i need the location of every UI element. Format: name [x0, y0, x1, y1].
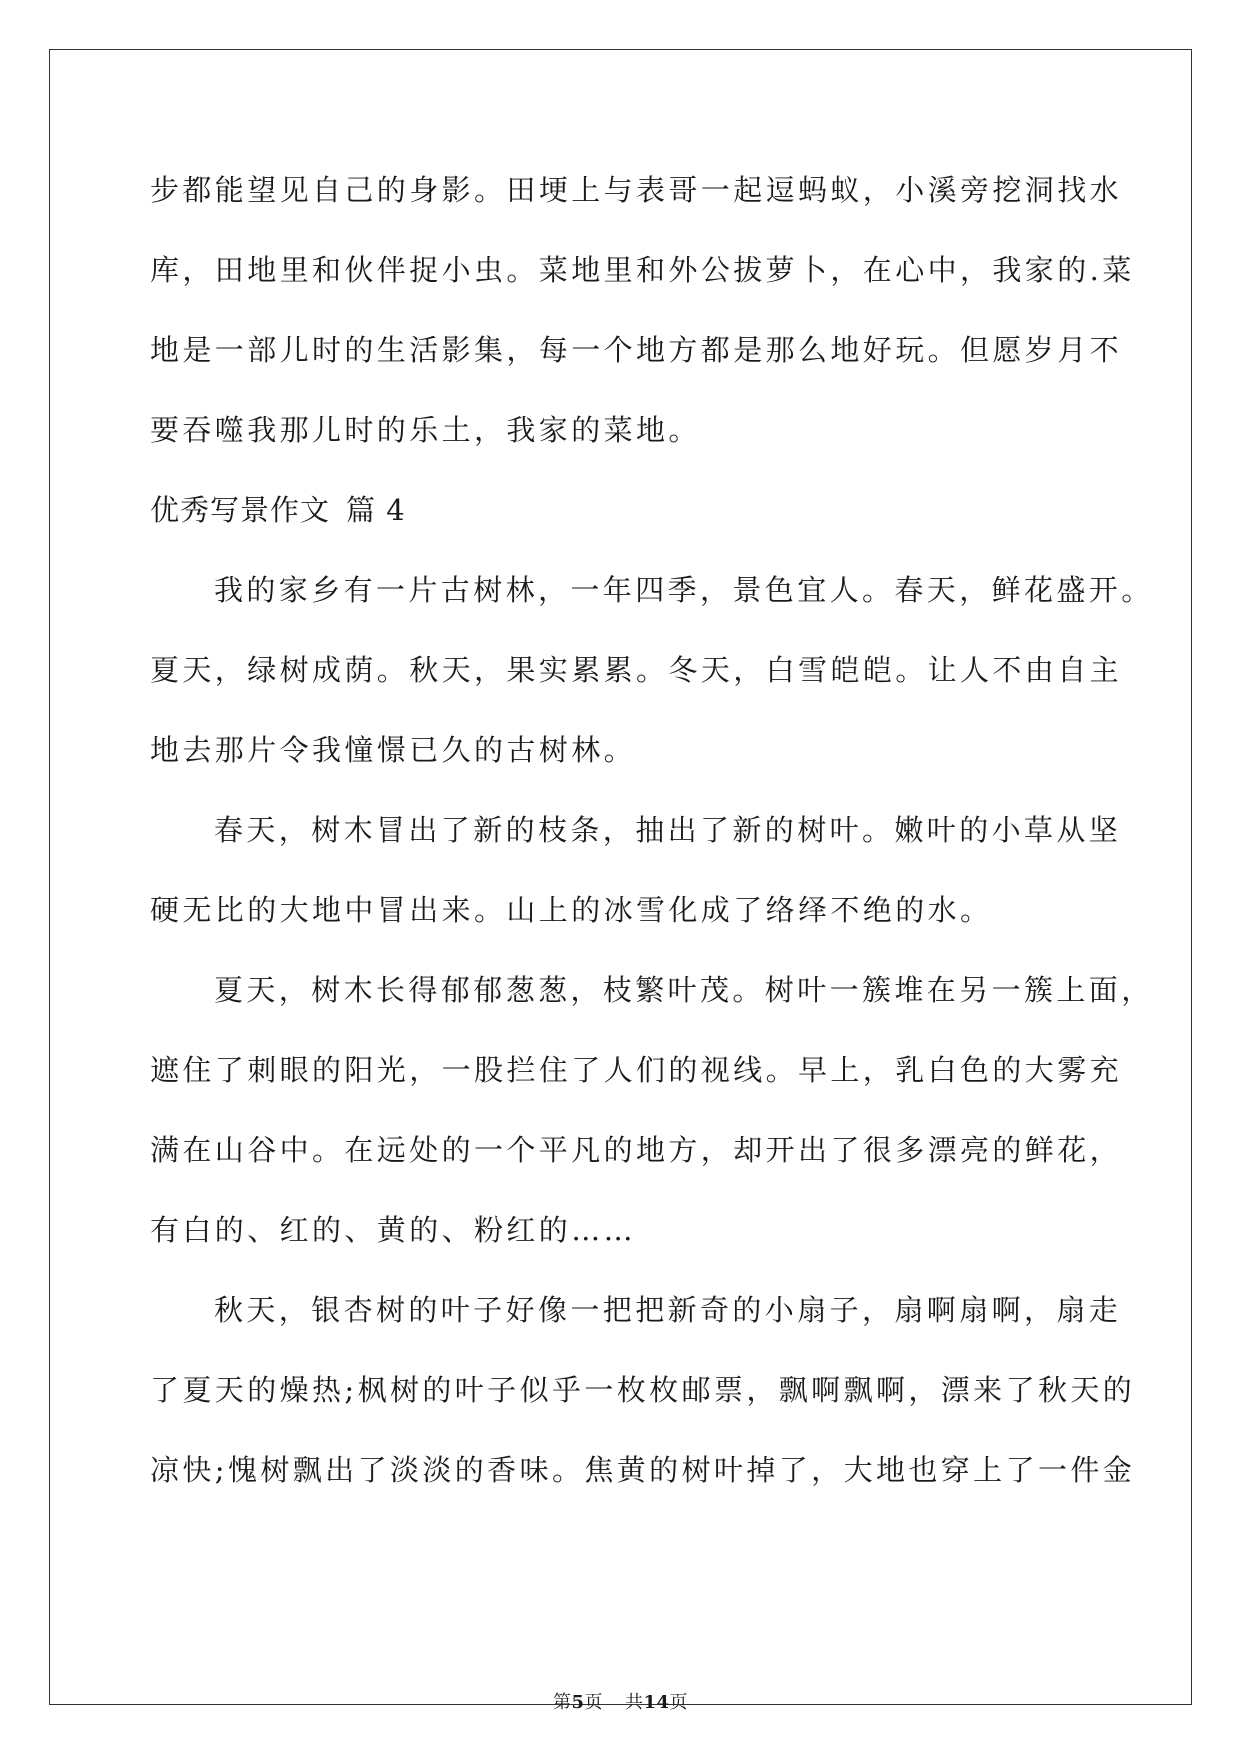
- heading-title: 优秀写景作文: [150, 493, 331, 527]
- page-suffix: 页: [584, 1692, 603, 1713]
- paragraph-line: 有白的、红的、黄的、粉红的……: [150, 1213, 637, 1247]
- total-prefix: 共: [624, 1692, 644, 1713]
- page-footer: [0, 1688, 1241, 1714]
- paragraph-line: 秋天，银杏树的叶子好像一把把新奇的小扇子，扇啊扇啊，扇走: [214, 1293, 1122, 1327]
- text-line: 要吞噬我那儿时的乐土，我家的菜地。: [150, 413, 701, 447]
- text-line: 库，田地里和伙伴捉小虫。菜地里和外公拔萝卜，在心中，我家的.菜: [150, 253, 1135, 287]
- total-pages: 14: [643, 1692, 670, 1713]
- paragraph-line: 满在山谷中。在远处的一个平凡的地方，却开出了很多漂亮的鲜花，: [150, 1133, 1123, 1167]
- total-suffix: 页: [669, 1692, 689, 1713]
- paragraph-line: 夏天，绿树成荫。秋天，果实累累。冬天，白雪皑皑。让人不由自主: [150, 653, 1123, 687]
- text-line: 步都能望见自己的身影。田埂上与表哥一起逗蚂蚁，小溪旁挖洞找水: [150, 173, 1123, 207]
- text-line: 地是一部儿时的生活影集，每一个地方都是那么地好玩。但愿岁月不: [150, 333, 1123, 367]
- paragraph-line: 我的家乡有一片古树林，一年四季，景色宜人。春天，鲜花盛开。: [214, 573, 1154, 607]
- paragraph-line: 了夏天的燥热;枫树的叶子似乎一枚枚邮票，飘啊飘啊，漂来了秋天的: [150, 1373, 1136, 1407]
- paragraph-line: 春天，树木冒出了新的枝条，抽出了新的树叶。嫩叶的小草从坚: [214, 813, 1122, 847]
- section-heading: [150, 478, 1090, 558]
- page-prefix: 第: [552, 1692, 572, 1713]
- paragraph-line: 遮住了刺眼的阳光，一股拦住了人们的视线。早上，乳白色的大雾充: [150, 1053, 1123, 1087]
- document-body: [150, 158, 1154, 1518]
- paragraph-line: 硬无比的大地中冒出来。山上的冰雪化成了络绎不绝的水。: [150, 893, 993, 927]
- paragraph-line: 凉快;愧树飘出了淡淡的香味。焦黄的树叶掉了，大地也穿上了一件金: [150, 1453, 1136, 1487]
- paragraph-line: 地去那片令我憧憬已久的古树林。: [150, 733, 637, 767]
- heading-section: 篇 4: [346, 493, 406, 527]
- paragraph-line: 夏天，树木长得郁郁葱葱，枝繁叶茂。树叶一簇堆在另一簇上面，: [214, 973, 1154, 1007]
- page-number: 5: [571, 1692, 585, 1713]
